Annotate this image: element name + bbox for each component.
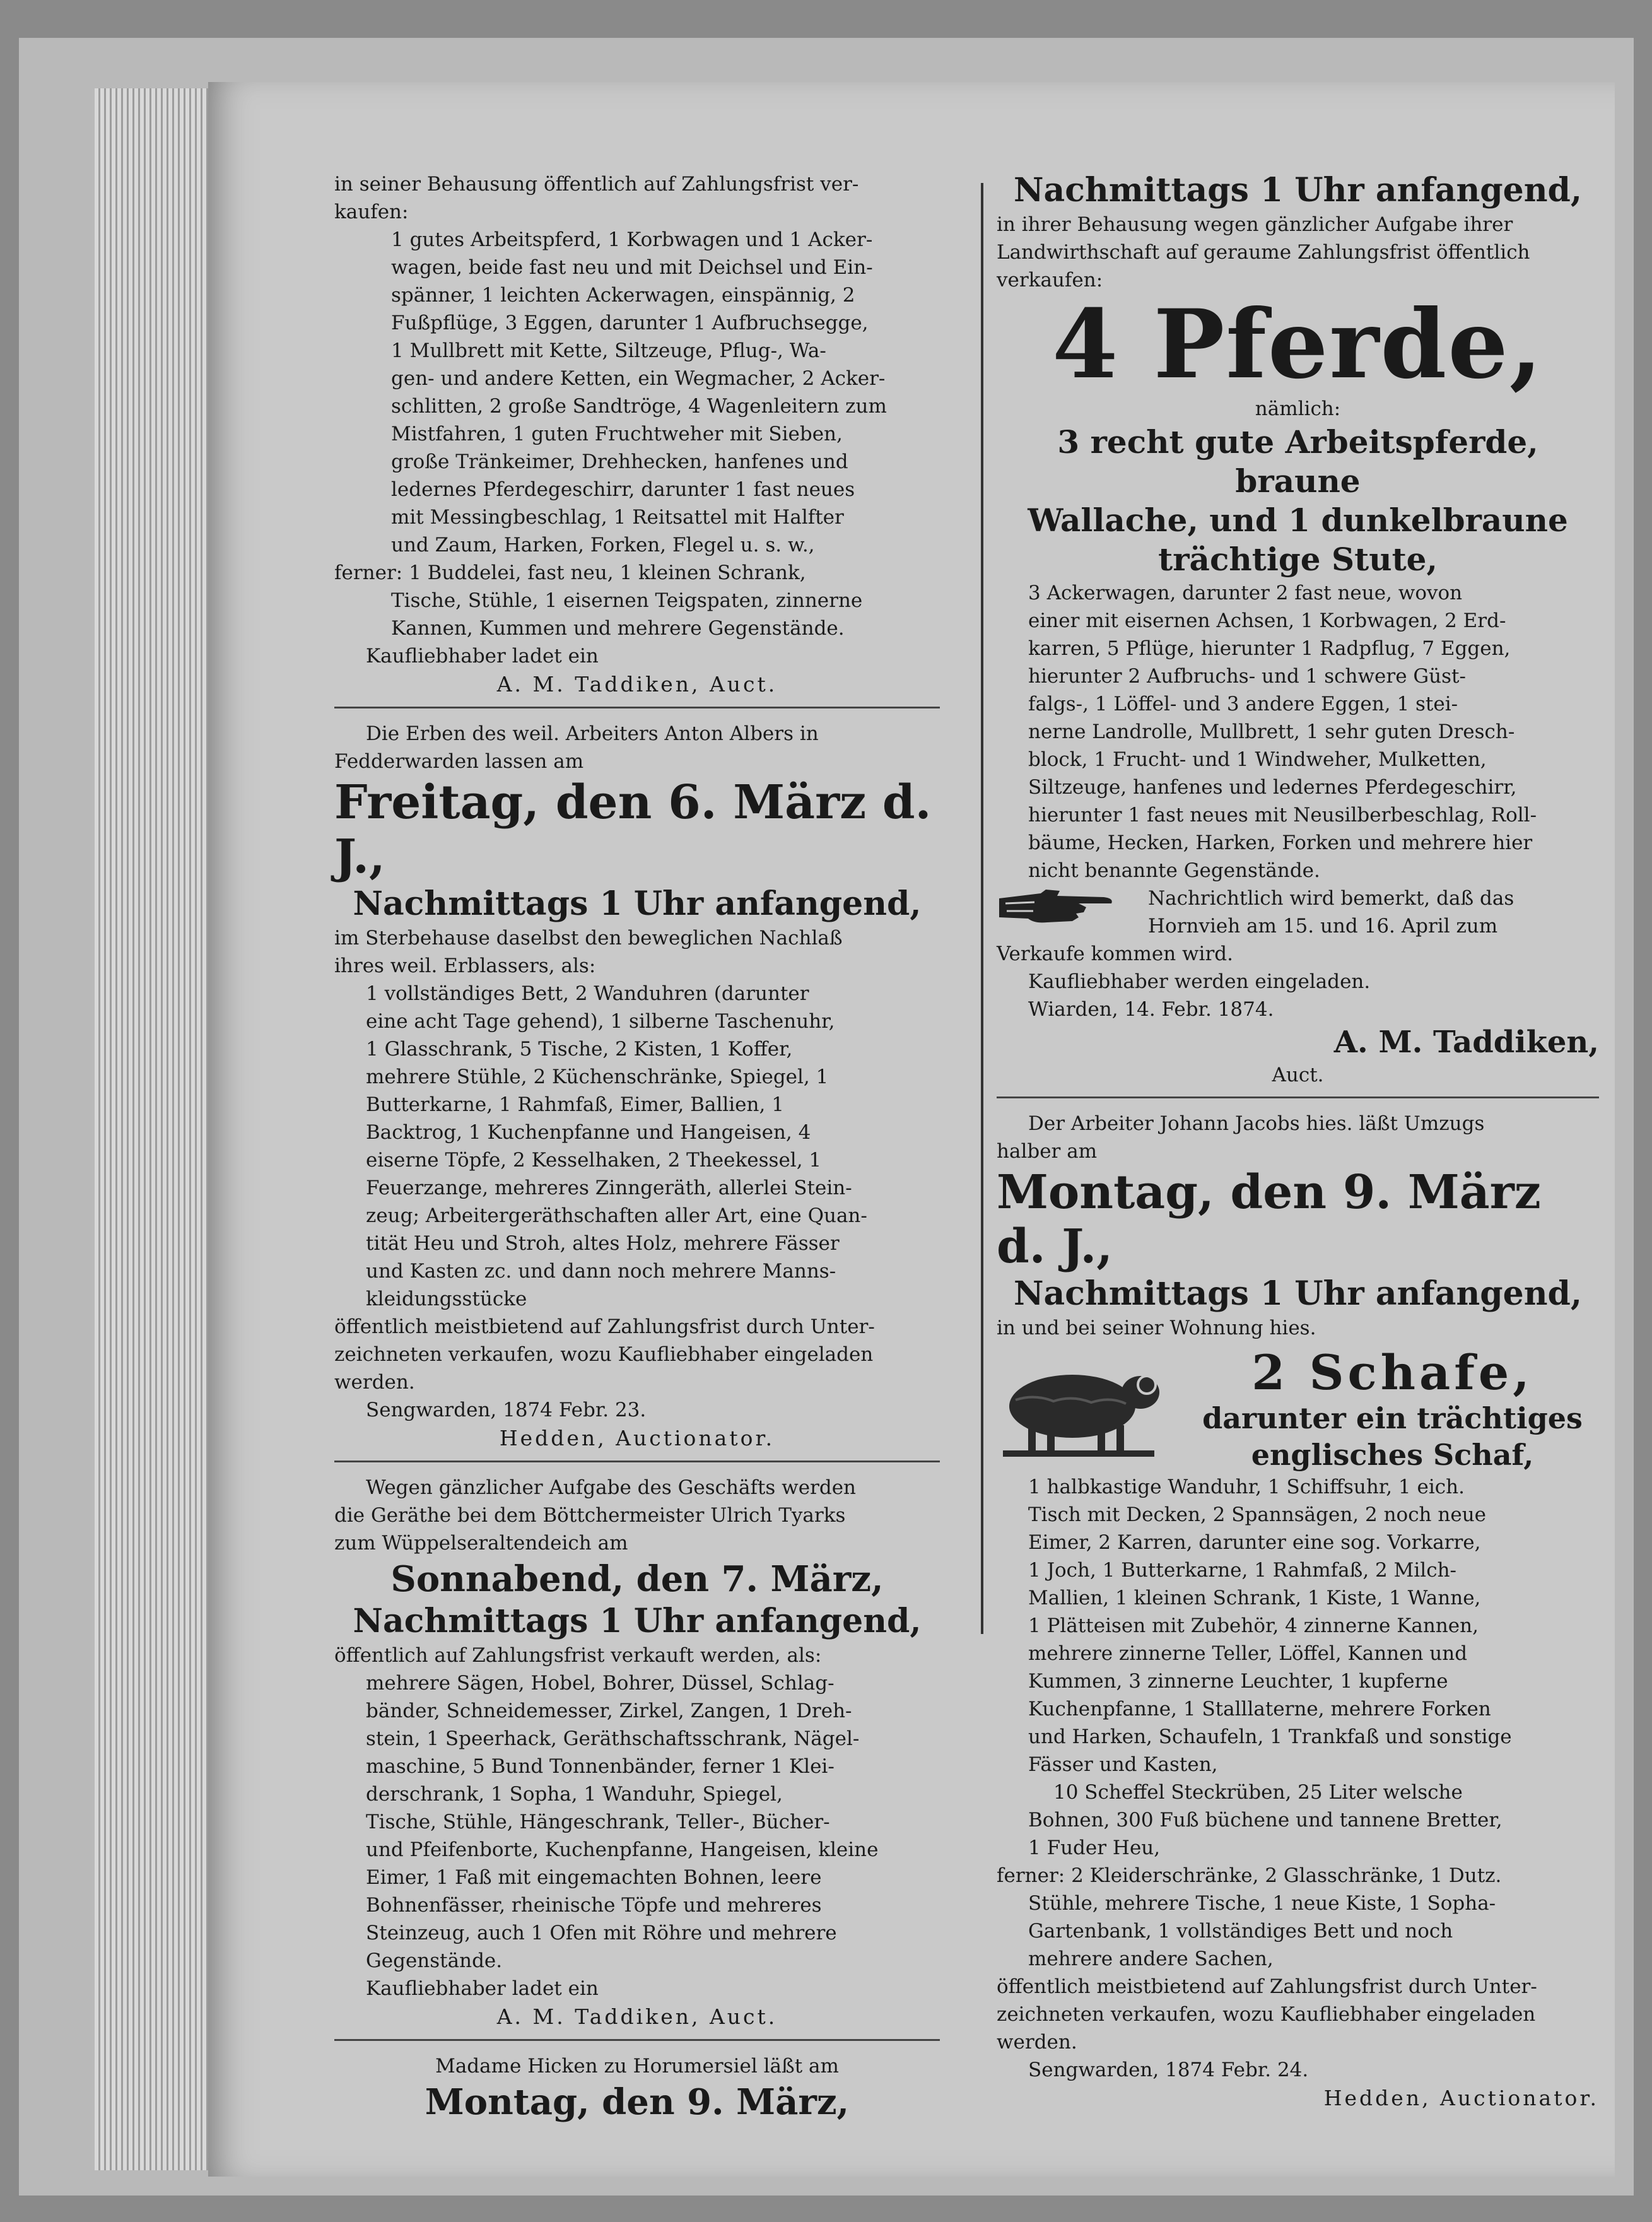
ad-text-line: werden. [997,2031,1077,2054]
ad-albers-estate [334,720,940,1462]
ad-text-line: hierunter 1 fast neues mit Neusilberbeschlag, Roll- [1028,804,1537,826]
ad-text-line: 1 vollständiges Bett, 2 Wanduhren (darunter [366,982,809,1005]
ad-text-line: mehrere Stühle, 2 Küchenschränke, Spiegel, 1 [366,1066,829,1088]
auctioneer-signature: Hedden, Auctionator. [1323,2086,1599,2110]
ad-text-line: Tische, Stühle, Hängeschrank, Teller-, Bücher- [366,1811,830,1833]
ad-text-line: nicht benannte Gegenstände. [1028,859,1320,882]
ad-text-line: Madame Hicken zu Horumersiel läßt am [435,2055,839,2078]
ad-text-line: halber am [997,1140,1098,1163]
ad-text-line: Gartenbank, 1 vollständiges Bett und noch [1028,1920,1453,1943]
ad-text-line: Nachrichtlich wird bemerkt, daß das [1148,887,1514,910]
left-column [334,170,940,2143]
ad-text-line: bänder, Schneidemesser, Zirkel, Zangen, 1 Dreh- [366,1700,852,1722]
ad-text-line: zum Wüppelseraltendeich am [334,1532,628,1555]
headline-four-horses: 4 Pferde, [1052,289,1544,400]
ad-text-line: Wegen gänzlicher Aufgabe des Geschäfts werden [366,1476,857,1499]
newspaper-page [208,82,1615,2177]
ad-text-line: Mistfahren, 1 guten Fruchtweher mit Sieben, [391,423,843,445]
featured-item-line: 3 recht gute Arbeitspferde, braune [1057,423,1538,500]
ad-text-line: Eimer, 1 Faß mit eingemachten Bohnen, leere [366,1866,822,1889]
ad-text-line: in ihrer Behausung wegen gänzlicher Aufgabe ihrer [997,213,1513,236]
ad-text-line: Butterkarne, 1 Rahmfaß, Eimer, Ballien, 1 [366,1093,784,1116]
auction-time: Nachmittags 1 Uhr anfangend, [1014,1274,1582,1313]
ad-text-line: karren, 5 Pflüge, hierunter 1 Radpflug, 7 Eggen, [1028,637,1511,660]
ad-text-line: und Harken, Schaufeln, 1 Trankfaß und sonstige [1028,1725,1512,1748]
ad-text-line: stein, 1 Speerhack, Geräthschaftsschrank, Nägel- [366,1727,860,1750]
ad-text-line: in und bei seiner Wohnung hies. [997,1317,1316,1339]
featured-item-line: trächtige Stute, [1158,541,1438,578]
ad-text-line: 10 Scheffel Steckrüben, 25 Liter welsche [1053,1781,1463,1804]
auction-time: Nachmittags 1 Uhr anfangend, [1014,171,1582,209]
sheep-headline [1186,1346,1599,1473]
ad-text-line: 3 Ackerwagen, darunter 2 fast neue, wovon [1028,582,1463,604]
ad-text-line: zeug; Arbeitergeräthschaften aller Art, eine Quan- [366,1204,867,1227]
sheep-subline: darunter ein trächtiges [1202,1401,1583,1435]
ad-text-line: 1 Glasschrank, 5 Tische, 2 Kisten, 1 Koffer, [366,1038,793,1061]
ad-text-line: kleidungsstücke [366,1288,527,1310]
auction-date: Sonnabend, den 7. März, [390,1558,884,1600]
ad-text-line: und Kasten zc. und dann noch mehrere Manns- [366,1260,836,1283]
ad-text-line: Siltzeuge, hanfenes und ledernes Pferdegeschirr, [1028,776,1517,799]
ad-text-line: maschine, 5 Bund Tonnenbänder, ferner 1 Klei- [366,1755,835,1778]
ad-text-line: ferner: 2 Kleiderschränke, 2 Glasschränke, 1 Dutz. [997,1864,1502,1887]
ad-text-line: mehrere andere Sachen, [1028,1948,1274,1970]
ad-text-line: falgs-, 1 Löffel- und 3 andere Eggen, 1 stei- [1028,693,1458,715]
ad-text-line: mehrere Sägen, Hobel, Bohrer, Düssel, Schlag- [366,1672,835,1695]
ad-text-line: 1 Mullbrett mit Kette, Siltzeuge, Pflug-, Wa- [391,339,826,362]
ad-text-line: große Tränkeimer, Drehhecken, hanfenes und [391,450,848,473]
ad-text-line: Tisch mit Decken, 2 Spannsägen, 2 noch neue [1028,1503,1487,1526]
auction-time: Nachmittags 1 Uhr anfangend, [353,1602,922,1640]
ad-text-line: verkaufen: [997,269,1103,291]
ad-text-line: Sengwarden, 1874 Febr. 23. [366,1399,647,1421]
ad-text-line: Verkaufe kommen wird. [997,943,1233,965]
ad-text-line: Feuerzange, mehreres Zinngeräth, allerlei Stein- [366,1177,852,1199]
auctioneer-title: Auct. [1272,1064,1324,1086]
ad-text-line: im Sterbehause daselbst den beweglichen Nachlaß [334,927,843,949]
ad-text-line: spänner, 1 leichten Ackerwagen, einspännig, 2 [391,284,855,307]
ad-text-line: und Zaum, Harken, Forken, Flegel u. s. w., [391,534,815,556]
auctioneer-signature: A. M. Taddiken, [1333,1025,1599,1060]
ad-text-line: block, 1 Frucht- und 1 Windweher, Mulketten, [1028,748,1487,771]
ad-text-line: Tische, Stühle, 1 eisernen Teigspaten, zinnerne [391,589,863,612]
auction-time: Nachmittags 1 Uhr anfangend, [353,885,922,923]
ad-text-line: Eimer, 2 Karren, darunter eine sog. Vorkarre, [1028,1531,1481,1554]
ad-text-line: Die Erben des weil. Arbeiters Anton Albers in [366,722,819,745]
ad-four-horses [997,170,1599,1098]
ad-text-line: werden. [334,1371,415,1394]
ad-text-line: Hornvieh am 15. und 16. April zum [1148,915,1498,938]
ad-text-line: zeichneten verkaufen, wozu Kaufliebhaber eingeladen [334,1343,874,1366]
ad-text-line: eine acht Tage gehend), 1 silberne Taschenuhr, [366,1010,835,1033]
ad-text-line: ihres weil. Erblassers, als: [334,955,596,977]
ad-text-line: nämlich: [1255,397,1341,420]
ad-text-line: öffentlich meistbietend auf Zahlungsfrist durch Unter- [334,1315,875,1338]
ad-text-line: Kaufliebhaber ladet ein [366,1977,599,2000]
ad-text-line: Kummen, 3 zinnerne Leuchter, 1 kupferne [1028,1670,1448,1693]
ad-text-line: Gegenstände. [366,1949,503,1972]
auctioneer-signature: Hedden, Auctionator. [499,1426,775,1450]
right-column [997,170,1599,2132]
featured-item-line: Wallache, und 1 dunkelbraune [1028,502,1568,539]
ad-text-line: die Geräthe bei dem Böttchermeister Ulrich Tyarks [334,1504,846,1527]
ad-text-line: einer mit eisernen Achsen, 1 Korbwagen, 2 Erd- [1028,609,1506,632]
ad-text-line: Wiarden, 14. Febr. 1874. [1028,998,1274,1021]
ad-text-line: Fußpflüge, 3 Eggen, darunter 1 Aufbruchsegge, [391,312,869,334]
ad-text-line: mit Messingbeschlag, 1 Reitsattel mit Halfter [391,506,844,529]
notice-text [1148,885,1514,940]
ad-text-line: tität Heu und Stroh, altes Holz, mehrere Fässer [366,1232,840,1255]
headline-two-sheep: 2 Schafe, [1251,1344,1533,1401]
ad-text-line: Mallien, 1 kleinen Schrank, 1 Kiste, 1 Wanne, [1028,1587,1481,1609]
auction-date: Montag, den 9. März, [425,2081,850,2123]
ad-text-line: gen- und andere Ketten, ein Wegmacher, 2 Acker- [391,367,886,390]
ad-text-line: schlitten, 2 große Sandtröge, 4 Wagenleitern zum [391,395,887,418]
ad-text-line: 1 Plätteisen mit Zubehör, 4 zinnerne Kannen, [1028,1614,1479,1637]
ad-text-line: 1 halbkastige Wanduhr, 1 Schiffsuhr, 1 eich. [1028,1476,1465,1498]
ad-text-line: in seiner Behausung öffentlich auf Zahlungsfrist ver- [334,173,859,196]
ad-text-line: hierunter 2 Aufbruchs- und 1 schwere Güst- [1028,665,1466,688]
ad-text-line: Sengwarden, 1874 Febr. 24. [1028,2059,1309,2081]
ad-text-line: eiserne Töpfe, 2 Kesselhaken, 2 Theekessel, 1 [366,1149,822,1172]
ad-text-line: mehrere zinnerne Teller, Löffel, Kannen und [1028,1642,1468,1665]
ad-text-line: Bohnen, 300 Fuß büchene und tannene Bretter, [1028,1809,1503,1831]
ad-text-line: bäume, Hecken, Harken, Forken und mehrere hier [1028,832,1533,854]
ad-text-line: Landwirthschaft auf geraume Zahlungsfrist öffentlich [997,241,1530,264]
column-divider [981,183,983,1634]
ad-text-line: ledernes Pferdegeschirr, darunter 1 fast neues [391,478,855,501]
ad-text-line: 1 gutes Arbeitspferd, 1 Korbwagen und 1 Acker- [391,228,873,251]
ad-text-line: zeichneten verkaufen, wozu Kaufliebhaber eingeladen [997,2003,1536,2026]
ad-text-line: 1 Joch, 1 Butterkarne, 1 Rahmfaß, 2 Milch- [1028,1559,1457,1582]
ad-text-line: 1 Fuder Heu, [1028,1837,1161,1859]
ad-text-line: Kannen, Kummen und mehrere Gegenstände. [391,617,845,640]
ad-text-line: Kaufliebhaber ladet ein [366,645,599,667]
ad-text-line: Kaufliebhaber werden eingeladen. [1028,970,1371,993]
ad-text-line: Kuchenpfanne, 1 Stalllaterne, mehrere Forken [1028,1698,1491,1720]
ad-text-line: Fässer und Kasten, [1028,1753,1218,1776]
ad-text-line: Der Arbeiter Johann Jacobs hies. läßt Umzugs [1028,1112,1485,1135]
sheep-icon [997,1356,1167,1463]
ad-text-line: derschrank, 1 Sopha, 1 Wanduhr, Spiegel, [366,1783,783,1806]
ad-text-line: öffentlich auf Zahlungsfrist verkauft werden, als: [334,1644,822,1667]
ad-text-line: Steinzeug, auch 1 Ofen mit Röhre und mehrere [366,1922,837,1944]
auction-date: Freitag, den 6. März d. J., [334,775,932,884]
ad-text-line: öffentlich meistbietend auf Zahlungsfrist durch Unter- [997,1975,1537,1998]
sheep-subline: englisches Schaf, [1251,1438,1534,1472]
ad-text-line: Fedderwarden lassen am [334,750,584,773]
ad-text-line: Backtrog, 1 Kuchenpfanne und Hangeisen, 4 [366,1121,811,1144]
ad-text-line: und Pfeifenborte, Kuchenpfanne, Hangeisen, kleine [366,1838,879,1861]
ad-text-line: Stühle, mehrere Tische, 1 neue Kiste, 1 Sopha- [1028,1892,1496,1915]
ad-jacobs-sheep [997,1110,1599,2120]
ad-tyarks-cooper [334,1474,940,2041]
ad-text-line: kaufen: [334,201,409,223]
ad-text-line: wagen, beide fast neu und mit Deichsel und Ein- [391,256,873,279]
sheep-headline-row [997,1346,1599,1473]
notice-with-hand [997,885,1599,940]
auctioneer-signature: A. M. Taddiken, Auct. [496,2004,778,2029]
ad-text-line: ferner: 1 Buddelei, fast neu, 1 kleinen Schrank, [334,561,806,584]
auctioneer-signature: A. M. Taddiken, Auct. [496,672,778,697]
pointing-hand-icon [997,885,1142,929]
ad-hicken [334,2052,940,2132]
auction-date: Montag, den 9. März d. J., [997,1165,1541,1274]
ad-text-line: nerne Landrolle, Mullbrett, 1 sehr guten Dresch- [1028,720,1515,743]
ad-text-line: Bohnenfässer, rheinische Töpfe und mehreres [366,1894,822,1917]
ad-taddiken-1 [334,170,940,708]
